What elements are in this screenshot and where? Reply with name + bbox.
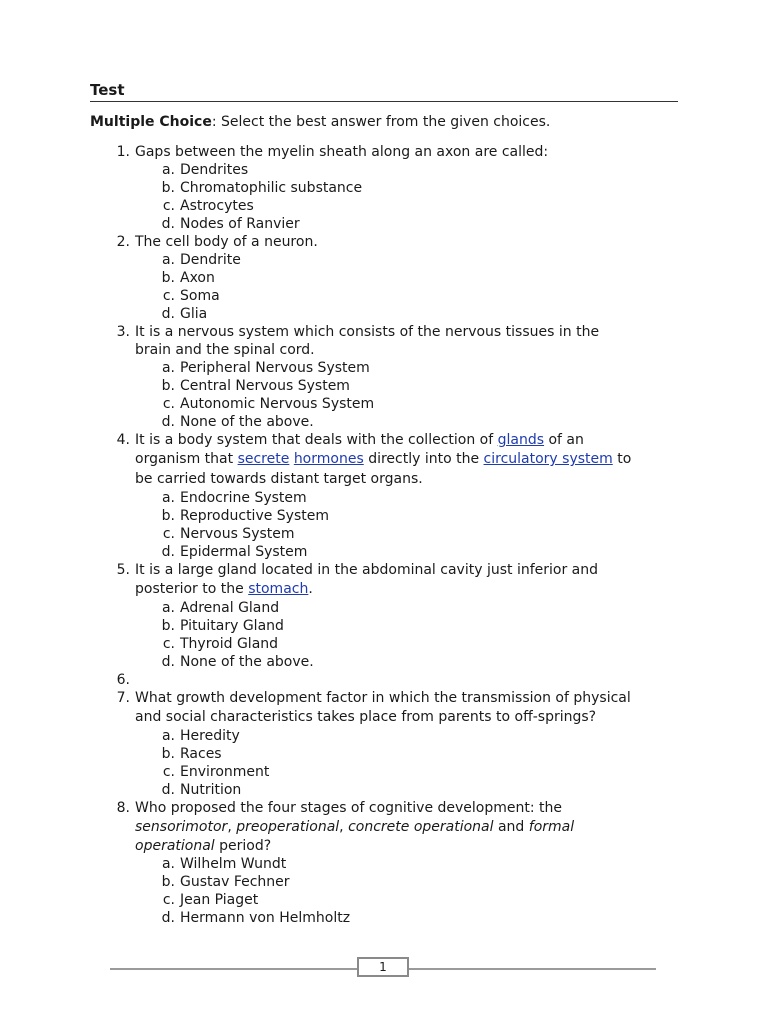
choice-item (135, 179, 678, 197)
choice-letter: d. (161, 306, 175, 322)
choice-letter: b. (161, 378, 175, 394)
choice-letter: a. (161, 360, 175, 376)
choice-text: Peripheral Nervous System (180, 360, 370, 376)
glands-link[interactable]: glands (497, 432, 545, 448)
question-number: 4. (116, 432, 130, 448)
choice-item (135, 305, 678, 323)
choice-text: Reproductive System (180, 508, 330, 524)
choice-list (135, 489, 678, 561)
choice-text: Wilhelm Wundt (180, 856, 287, 872)
stage-name: preoperational (236, 819, 340, 835)
choice-letter: c. (162, 636, 175, 652)
question-text-line: It is a nervous system which consists of the nervous tissues in the (135, 324, 600, 340)
question-number: 7. (116, 690, 130, 706)
choice-item (135, 745, 678, 763)
choice-item (135, 727, 678, 745)
question-list (90, 143, 678, 927)
page-title: Test (90, 81, 125, 99)
choice-letter: d. (161, 414, 175, 430)
choice-item (135, 251, 678, 269)
question-text: to (612, 451, 632, 467)
stage-name: sensorimotor (135, 819, 228, 835)
choice-text: Adrenal Gland (180, 600, 280, 616)
choice-text: Pituitary Gland (180, 618, 284, 634)
question-text: , (339, 819, 349, 835)
choice-text: None of the above. (180, 414, 314, 430)
section-heading: Multiple Choice (90, 114, 212, 130)
question-6 (90, 671, 678, 689)
choice-letter: b. (161, 874, 175, 890)
choice-letter: b. (161, 618, 175, 634)
choice-text: Astrocytes (180, 198, 254, 214)
choice-letter: b. (161, 746, 175, 762)
choice-item (135, 161, 678, 179)
choice-letter: d. (161, 654, 175, 670)
question-text: posterior to the (135, 581, 249, 597)
choice-text: Heredity (180, 728, 240, 744)
choice-text: Jean Piaget (180, 892, 259, 908)
choice-item (135, 617, 678, 635)
question-text-line: Who proposed the four stages of cognitive development: the (135, 800, 563, 816)
question-8 (90, 799, 678, 927)
question-text-line (135, 579, 678, 599)
choice-letter: d. (161, 782, 175, 798)
stomach-link[interactable]: stomach (248, 581, 309, 597)
choice-text: Gustav Fechner (180, 874, 290, 890)
choice-letter: a. (161, 856, 175, 872)
choice-letter: c. (162, 526, 175, 542)
question-text-line (135, 431, 678, 449)
choice-letter: b. (161, 180, 175, 196)
choice-item (135, 287, 678, 305)
question-text: The cell body of a neuron. (135, 234, 318, 250)
choice-item (135, 359, 678, 377)
question-text-line (135, 837, 678, 855)
choice-item (135, 197, 678, 215)
choice-text: Autonomic Nervous System (180, 396, 375, 412)
choice-list (135, 599, 678, 671)
choice-item (135, 543, 678, 561)
question-2 (90, 233, 678, 323)
choice-text: Races (180, 746, 222, 762)
choice-item (135, 413, 678, 431)
secrete-link[interactable]: secrete (237, 451, 290, 467)
choice-item (135, 763, 678, 781)
question-text-line: and social characteristics takes place from parents to off-springs? (135, 709, 597, 725)
choice-letter: d. (161, 544, 175, 560)
question-5 (90, 561, 678, 671)
question-text: of an (544, 432, 584, 448)
question-number: 8. (116, 800, 130, 816)
choice-item (135, 215, 678, 233)
choice-item (135, 653, 678, 671)
choice-item (135, 909, 678, 927)
choice-letter: a. (161, 728, 175, 744)
choice-item (135, 525, 678, 543)
choice-item (135, 599, 678, 617)
choice-text: Dendrite (180, 252, 241, 268)
question-number: 2. (116, 234, 130, 250)
question-text: Gaps between the myelin sheath along an axon are called: (135, 144, 549, 160)
stage-name: operational (135, 838, 215, 854)
choice-item (135, 891, 678, 909)
question-text: and (493, 819, 529, 835)
question-text: . (308, 581, 313, 597)
choice-letter: c. (162, 764, 175, 780)
choice-text: Thyroid Gland (180, 636, 279, 652)
question-text: period? (214, 838, 272, 854)
question-text-line: brain and the spinal cord. (135, 342, 315, 358)
choice-text: Chromatophilic substance (180, 180, 363, 196)
hormones-link[interactable]: hormones (293, 451, 364, 467)
page-number: 1 (357, 957, 409, 977)
choice-item (135, 635, 678, 653)
choice-text: Epidermal System (180, 544, 308, 560)
choice-text: Nervous System (180, 526, 295, 542)
choice-item (135, 377, 678, 395)
choice-letter: d. (161, 910, 175, 926)
question-number: 5. (116, 562, 130, 578)
question-text-line: be carried towards distant target organs. (135, 471, 423, 487)
question-text: directly into the (363, 451, 484, 467)
choice-list (135, 161, 678, 233)
question-7 (90, 689, 678, 799)
question-number: 3. (116, 324, 130, 340)
choice-text: None of the above. (180, 654, 314, 670)
choice-text: Hermann von Helmholtz (180, 910, 351, 926)
question-text: It is a body system that deals with the collection of (135, 432, 498, 448)
choice-text: Environment (180, 764, 270, 780)
choice-letter: a. (161, 162, 175, 178)
instructions (90, 113, 550, 131)
choice-letter: a. (161, 600, 175, 616)
question-text: organism that (135, 451, 238, 467)
choice-item (135, 489, 678, 507)
choice-text: Nodes of Ranvier (180, 216, 300, 232)
choice-item (135, 269, 678, 287)
choice-item (135, 781, 678, 799)
choice-list (135, 359, 678, 431)
choice-text: Nutrition (180, 782, 242, 798)
choice-text: Central Nervous System (180, 378, 350, 394)
choice-text: Glia (180, 306, 208, 322)
question-text-line: It is a large gland located in the abdominal cavity just inferior and (135, 562, 599, 578)
choice-letter: d. (161, 216, 175, 232)
circulatory-system-link[interactable]: circulatory system (483, 451, 613, 467)
choice-letter: c. (162, 892, 175, 908)
question-4 (90, 431, 678, 561)
question-text-line (135, 817, 678, 837)
choice-letter: c. (162, 396, 175, 412)
instructions-text: : Select the best answer from the given choices. (211, 114, 551, 130)
title-divider (90, 101, 678, 102)
choice-letter: c. (162, 288, 175, 304)
stage-name: concrete operational (348, 819, 494, 835)
choice-letter: b. (161, 270, 175, 286)
choice-text: Endocrine System (180, 490, 307, 506)
choice-list (135, 855, 678, 927)
choice-list (135, 251, 678, 323)
question-number: 1. (116, 144, 130, 160)
choice-letter: a. (161, 490, 175, 506)
choice-text: Axon (180, 270, 215, 286)
question-text-line: What growth development factor in which the transmission of physical (135, 690, 631, 706)
choice-list (135, 727, 678, 799)
question-3 (90, 323, 678, 431)
question-1 (90, 143, 678, 233)
choice-item (135, 395, 678, 413)
choice-letter: c. (162, 198, 175, 214)
question-number: 6. (116, 672, 130, 688)
choice-item (135, 873, 678, 891)
choice-letter: b. (161, 508, 175, 524)
choice-item (135, 855, 678, 873)
choice-text: Soma (180, 288, 220, 304)
question-text-line (135, 449, 678, 469)
choice-item (135, 507, 678, 525)
choice-text: Dendrites (180, 162, 249, 178)
stage-name: formal (528, 819, 575, 835)
choice-letter: a. (161, 252, 175, 268)
question-text: , (227, 819, 237, 835)
